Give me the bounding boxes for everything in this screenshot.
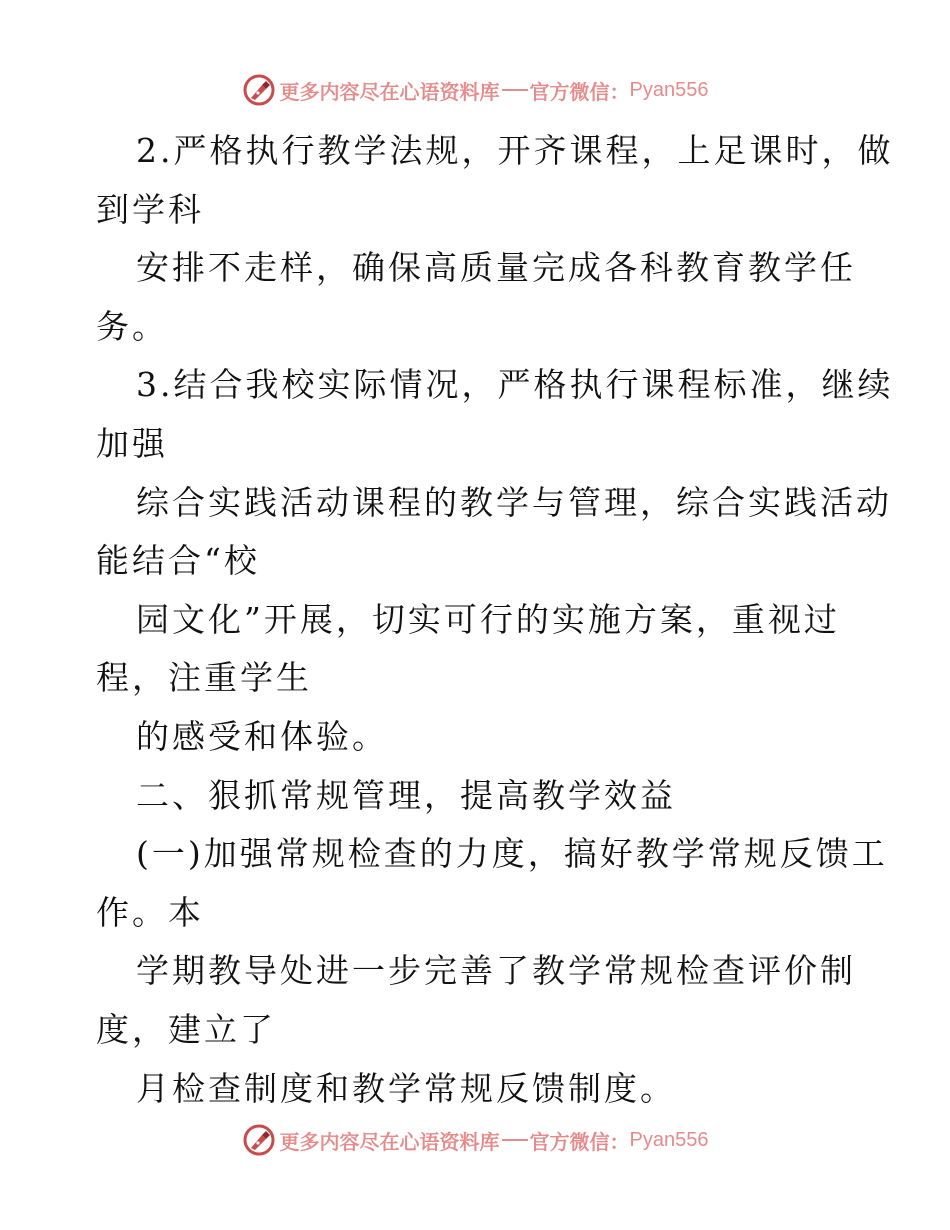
pen-nib-circle-icon (242, 1123, 276, 1157)
paragraph-line: 的感受和体验。 (136, 716, 388, 756)
paragraph-line: 综合实践活动课程的教学与管理，综合实践活动 (136, 482, 892, 522)
footer-watermark (0, 1120, 950, 1160)
watermark-dash (502, 1139, 528, 1141)
paragraph-line: 加强 (96, 423, 168, 463)
paragraph-line: 月检查制度和教学常规反馈制度。 (136, 1068, 676, 1108)
paragraph-line: 度，建立了 (96, 1009, 276, 1049)
header-watermark (0, 70, 950, 110)
watermark-account: Pyan556 (629, 1128, 709, 1151)
paragraph-line: 务。 (96, 306, 168, 346)
paragraph-line: (一)加强常规检查的力度，搞好教学常规反馈工 (136, 834, 888, 874)
watermark-account: Pyan556 (629, 78, 709, 101)
paragraph-line: 2.严格执行教学法规，开齐课程，上足课时，做 (136, 131, 894, 170)
paragraph-line: 到学科 (96, 189, 204, 229)
pen-nib-circle-icon (242, 73, 276, 107)
watermark-site-text: 更多内容尽在心语资料库 (279, 79, 500, 104)
paragraph-line: 3.结合我校实际情况，严格执行课程标准，继续 (136, 365, 894, 405)
watermark-site-text: 更多内容尽在心语资料库 (279, 1129, 500, 1154)
paragraph-line: 安排不走样，确保高质量完成各科教育教学任 (136, 248, 856, 288)
document-body (96, 122, 894, 1118)
paragraph-line: 园文化”开展，切实可行的实施方案，重视过 (136, 599, 840, 639)
paragraph-line: 程，注重学生 (96, 658, 312, 698)
paragraph-line: 学期教导处进一步完善了教学常规检查评价制 (136, 951, 856, 991)
paragraph-line: 作。本 (96, 892, 204, 932)
section-heading: 二、狠抓常规管理，提高教学效益 (136, 775, 676, 815)
watermark-wechat-label: 官方微信： (529, 79, 630, 104)
watermark-wechat-label: 官方微信： (529, 1129, 630, 1154)
watermark-dash (502, 89, 528, 91)
paragraph-line: 能结合“校 (96, 541, 260, 581)
